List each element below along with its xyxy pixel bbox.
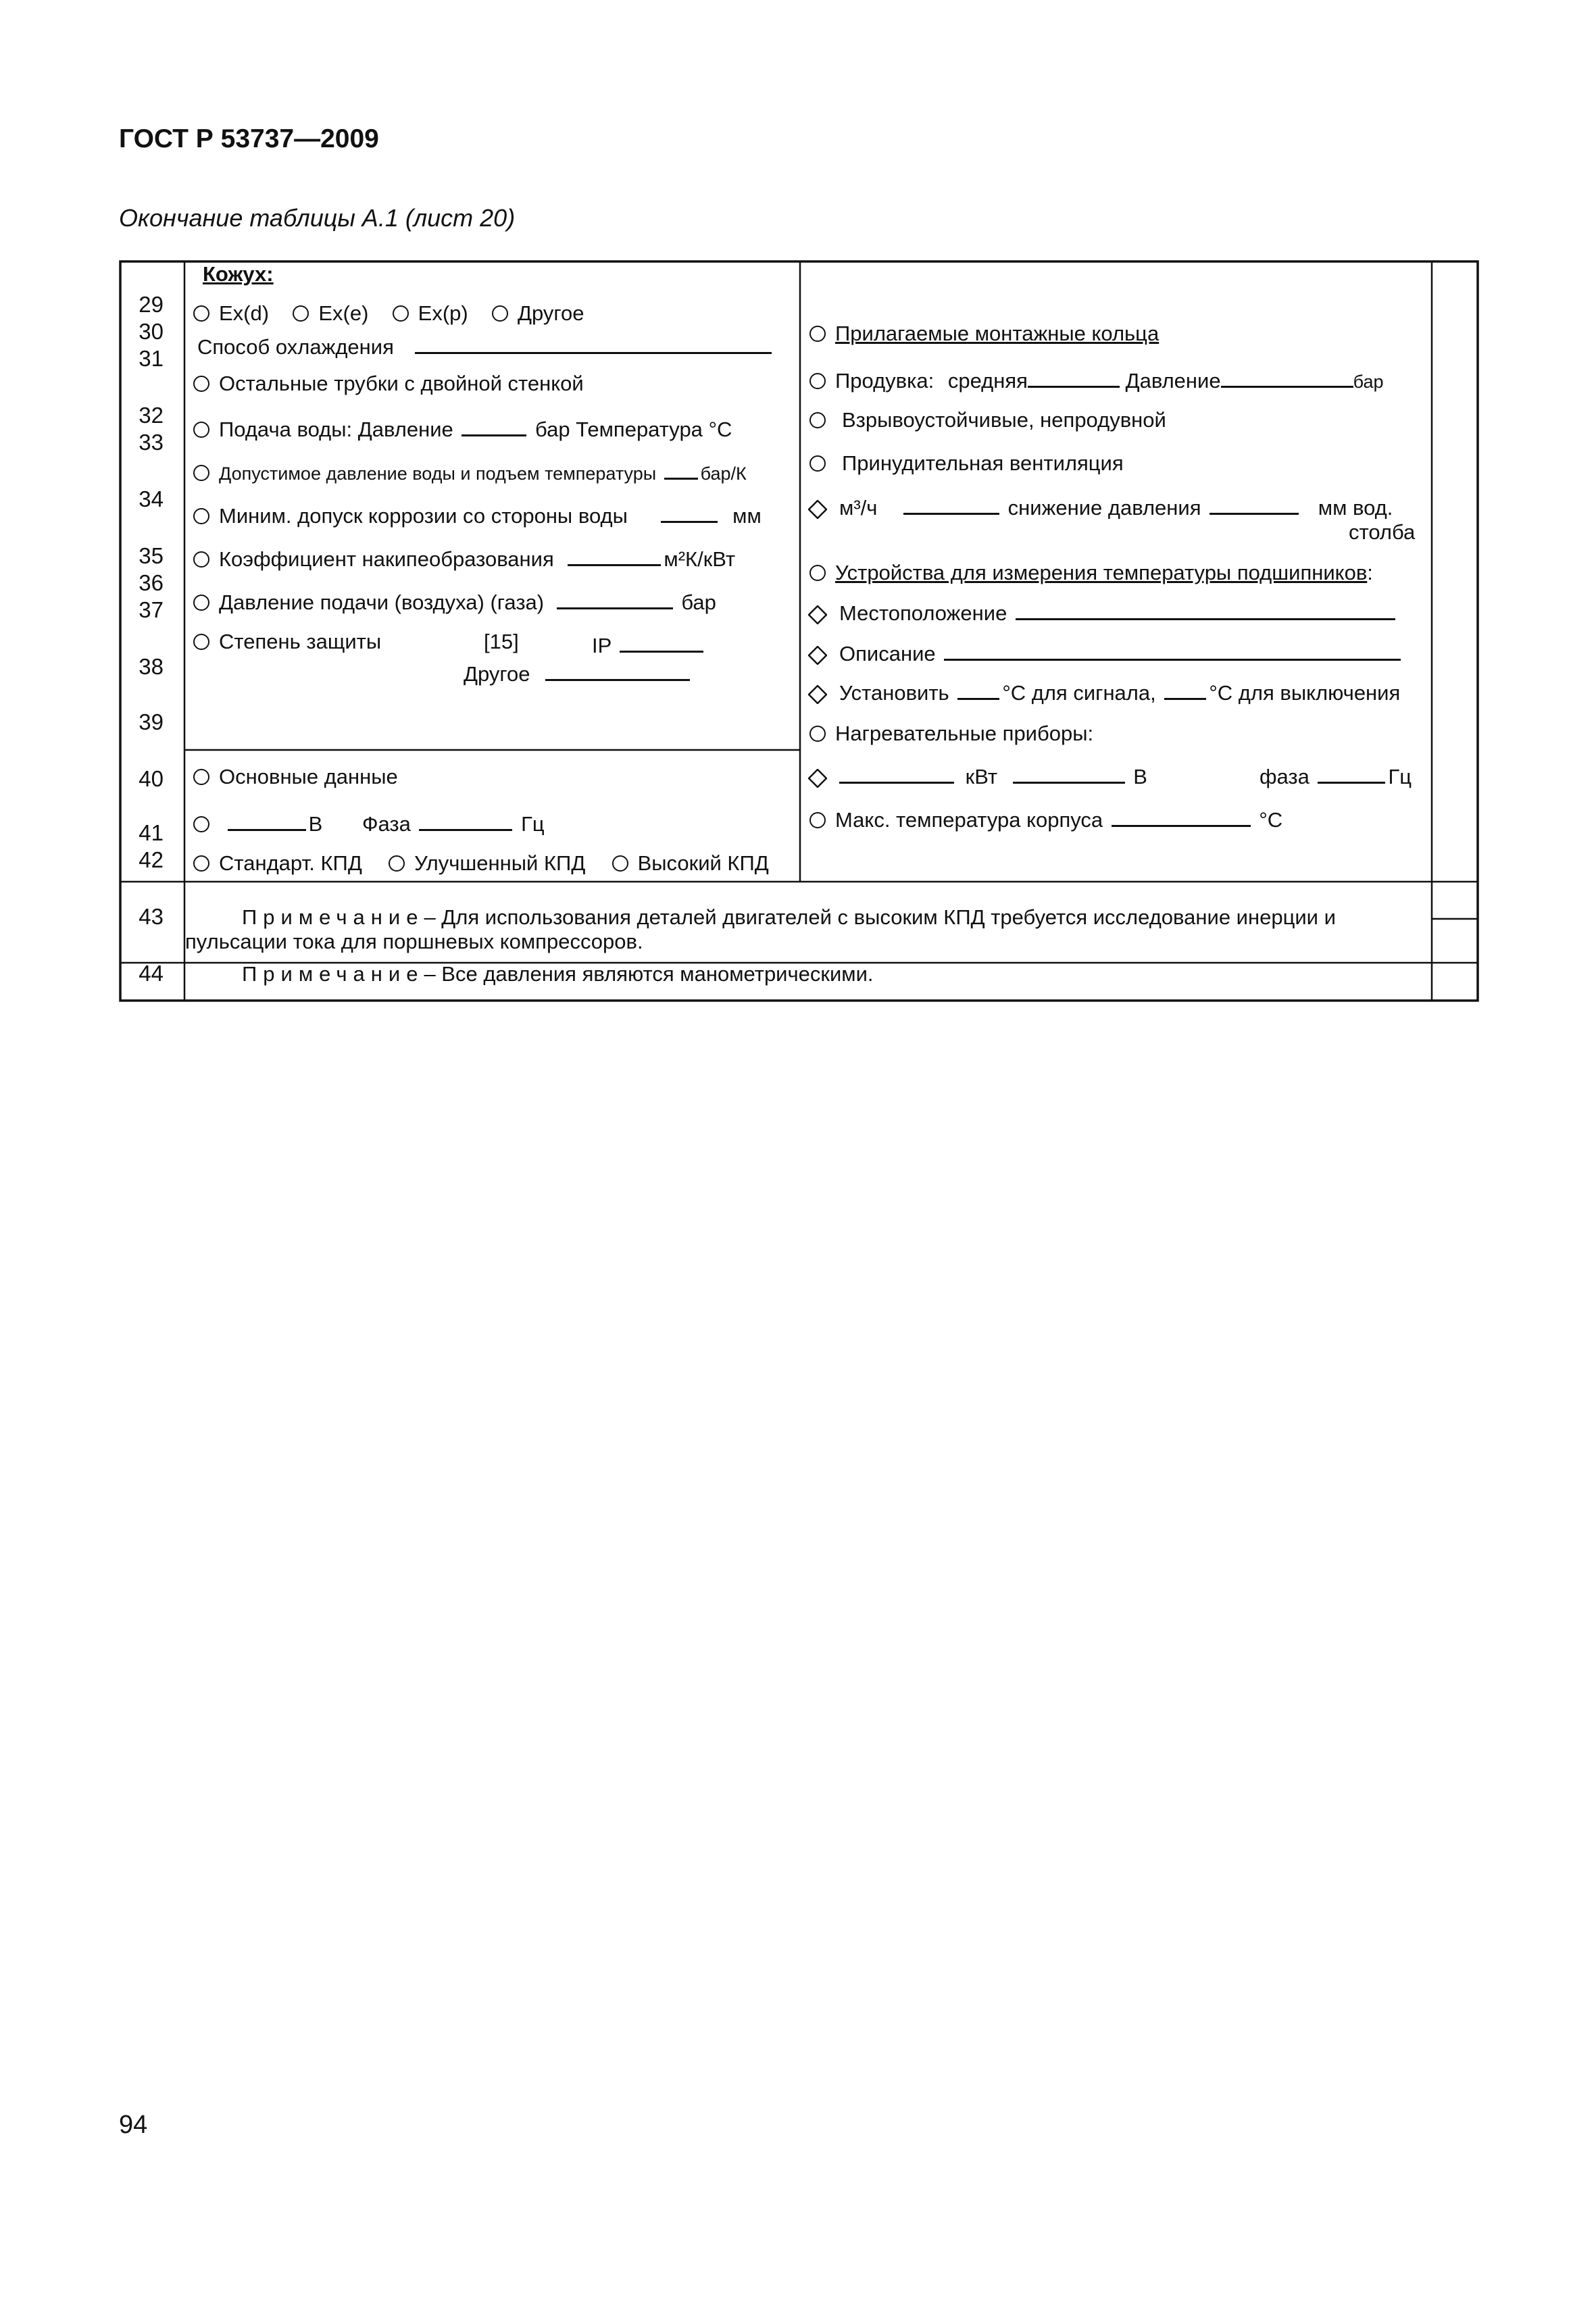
purge: Продувка: средняя Давление бар	[809, 365, 1383, 393]
diamond-icon[interactable]	[808, 685, 827, 704]
efficiency-options: Стандарт. КПД Улучшенный КПД Высокий КПД	[193, 851, 769, 876]
description-row: Описание	[808, 638, 1403, 666]
radio-icon[interactable]	[393, 305, 409, 322]
signal-temp-field[interactable]	[957, 677, 999, 700]
ip-field[interactable]	[620, 630, 703, 653]
diamond-icon[interactable]	[808, 646, 827, 665]
double-wall-tubes: Остальные трубки с двойной стенкой	[193, 372, 584, 396]
radio-icon[interactable]	[612, 855, 628, 872]
kw-field[interactable]	[839, 761, 954, 784]
row-number: 29	[139, 292, 164, 317]
diamond-icon[interactable]	[808, 769, 827, 788]
scale-factor: Коэффициент накипеобразования м²К/кВт	[193, 543, 735, 572]
row-number: 35	[139, 543, 164, 568]
purge-pressure-field[interactable]	[1221, 365, 1353, 388]
radio-icon[interactable]	[193, 508, 209, 524]
phase-field[interactable]	[419, 808, 512, 831]
radio-icon[interactable]	[193, 769, 209, 785]
corrosion-allowance: Миним. допуск коррозии со стороны воды мм	[193, 500, 762, 528]
airflow-field[interactable]	[903, 492, 999, 515]
reference-15: [15]	[484, 630, 519, 653]
corrosion-field[interactable]	[661, 500, 718, 523]
radio-icon[interactable]	[809, 326, 826, 342]
radio-icon[interactable]	[809, 565, 826, 581]
heater-phase: фаза Гц	[1260, 761, 1412, 789]
voltage-field[interactable]	[228, 808, 306, 831]
radio-icon[interactable]	[809, 726, 826, 742]
max-temp-field[interactable]	[1112, 804, 1251, 827]
supply-pressure-field[interactable]	[557, 586, 673, 609]
forced-ventilation: Принудительная вентиляция	[809, 451, 1124, 476]
row-number: 43	[139, 904, 164, 929]
row-number: 30	[139, 319, 164, 344]
ex-options: Ex(d) Ex(e) Ex(p) Другое	[193, 301, 584, 326]
heaters: Нагревательные приборы:	[809, 722, 1093, 746]
radio-icon[interactable]	[389, 855, 405, 872]
airflow-row: м³/ч снижение давления мм вод.	[808, 492, 1393, 520]
row-number: 34	[139, 486, 164, 511]
row-number: 39	[139, 709, 164, 734]
heater-voltage-field[interactable]	[1013, 761, 1125, 784]
radio-icon[interactable]	[809, 812, 826, 828]
diamond-icon[interactable]	[808, 500, 827, 519]
row-number: 32	[139, 403, 164, 428]
basic-data: Основные данные	[193, 765, 398, 789]
row-number: 38	[139, 654, 164, 679]
casing-title: Кожух:	[203, 262, 274, 286]
cooling-field[interactable]	[415, 331, 772, 354]
row-number: 31	[139, 346, 164, 371]
explosion-proof: Взрывоустойчивые, непродувной	[809, 408, 1166, 432]
mounting-rings: Прилагаемые монтажные кольца	[809, 322, 1159, 346]
protection-other-field[interactable]	[545, 658, 690, 681]
location-row: Местоположение	[808, 597, 1398, 626]
radio-icon[interactable]	[193, 465, 209, 481]
row-number: 41	[139, 820, 164, 845]
row-number: 40	[139, 766, 164, 791]
supply-pressure: Давление подачи (воздуха) (газа) бар	[193, 586, 716, 615]
protection-other: Другое	[464, 658, 693, 686]
radio-icon[interactable]	[809, 373, 826, 389]
water-pressure-field[interactable]	[462, 413, 526, 436]
max-case-temperature: Макс. температура корпуса °С	[809, 804, 1282, 832]
heater-specs: кВт В	[808, 761, 1147, 789]
row-number: 37	[139, 597, 164, 622]
radio-icon[interactable]	[193, 855, 209, 872]
note-2: Примечание– Все давления являются манометрическими.	[242, 962, 874, 986]
radio-icon[interactable]	[193, 551, 209, 568]
row-number: 44	[139, 961, 164, 986]
scale-field[interactable]	[568, 543, 661, 566]
radio-icon[interactable]	[193, 634, 209, 650]
page-number: 94	[119, 2111, 148, 2139]
note-1: Примечание– Для использования деталей двигателей с высоким КПД требуется исследование инерции и	[242, 905, 1336, 929]
purge-medium-field[interactable]	[1028, 365, 1120, 388]
radio-icon[interactable]	[809, 412, 826, 428]
ip-rating: IP	[592, 630, 706, 658]
water-supply: Подача воды: Давление бар Температура °С	[193, 413, 732, 442]
heater-phase-field[interactable]	[1318, 761, 1385, 784]
bar-k-field[interactable]	[664, 459, 698, 480]
row-number: 36	[139, 570, 164, 595]
bearing-temperature: Устройства для измерения температуры подшипников:	[809, 561, 1373, 585]
protection-degree: Степень защиты	[193, 630, 381, 654]
shutdown-temp-field[interactable]	[1164, 677, 1206, 700]
radio-icon[interactable]	[193, 595, 209, 611]
table-caption: Окончание таблицы А.1 (лист 20)	[119, 204, 516, 232]
description-field[interactable]	[944, 638, 1401, 661]
water-allowed: Допустимое давление воды и подъем температуры бар/К	[193, 459, 747, 484]
diamond-icon[interactable]	[808, 605, 827, 624]
radio-icon[interactable]	[193, 305, 209, 322]
radio-icon[interactable]	[492, 305, 508, 322]
water-column: столба	[1349, 520, 1416, 544]
cooling-method: Способ охлаждения	[197, 331, 774, 359]
row-number: 42	[139, 847, 164, 872]
pressure-drop-field[interactable]	[1210, 492, 1299, 515]
radio-icon[interactable]	[809, 455, 826, 472]
row-number: 33	[139, 430, 164, 455]
document-code: ГОСТ Р 53737—2009	[119, 124, 379, 153]
note-1-continuation: пульсации тока для поршневых компрессоров.	[185, 930, 643, 953]
voltage-phase-frequency: В Фаза Гц	[193, 808, 545, 836]
setpoints-row: Установить °С для сигнала, °С для выключения	[808, 677, 1400, 705]
location-field[interactable]	[1016, 597, 1395, 620]
radio-icon[interactable]	[293, 305, 309, 322]
radio-icon[interactable]	[193, 376, 209, 392]
radio-icon[interactable]	[193, 816, 209, 832]
radio-icon[interactable]	[193, 422, 209, 438]
